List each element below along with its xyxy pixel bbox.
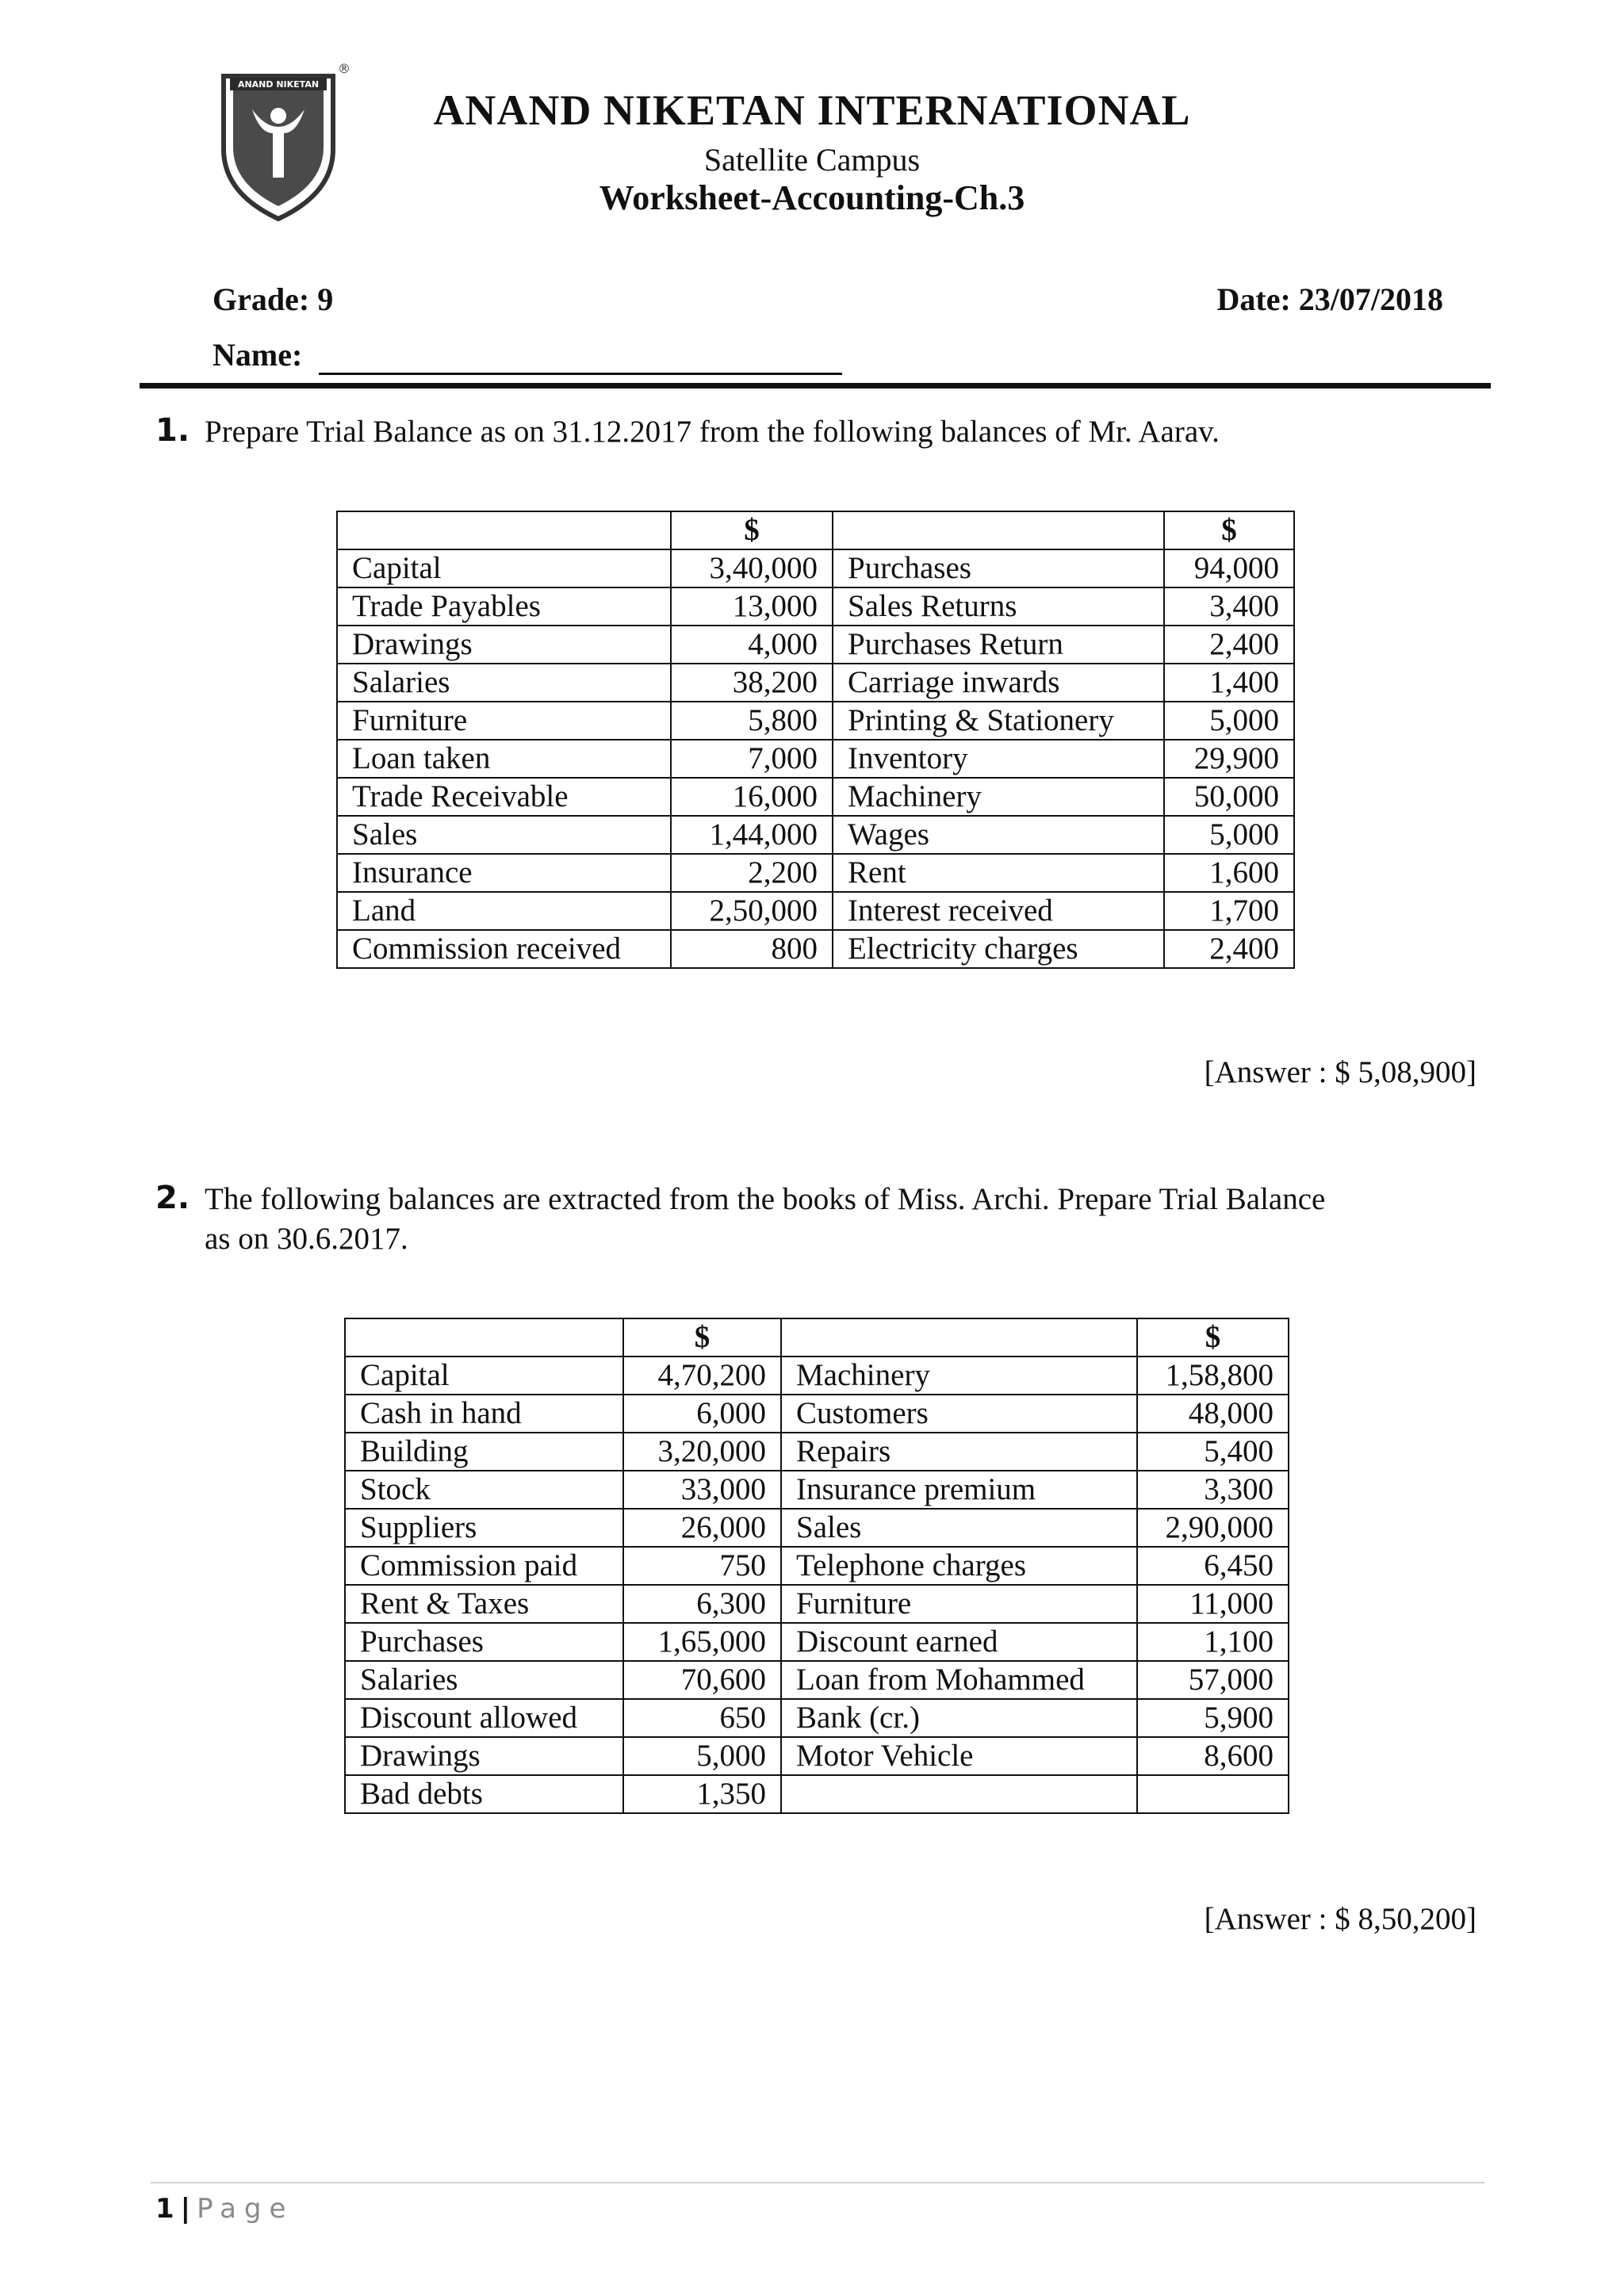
amount-left: 2,50,000 xyxy=(671,892,833,930)
date-label: Date: 23/07/2018 xyxy=(1216,281,1443,317)
header-cell xyxy=(781,1318,1137,1357)
amount-left: 5,800 xyxy=(671,702,833,740)
table-row xyxy=(337,702,1294,740)
amount-left: 26,000 xyxy=(623,1509,781,1547)
amount-right: 8,600 xyxy=(1137,1737,1289,1775)
account-name-right: Insurance premium xyxy=(781,1471,1137,1509)
amount-left: 13,000 xyxy=(671,587,833,626)
school-name: ANAND NIKETAN INTERNATIONAL xyxy=(433,86,1191,134)
table-row xyxy=(345,1623,1289,1661)
account-name-right: Customers xyxy=(781,1395,1137,1433)
account-name-left: Trade Receivable xyxy=(337,778,671,816)
account-name-right: Rent xyxy=(833,854,1164,892)
amount-left: 6,000 xyxy=(623,1395,781,1433)
question-1-rows xyxy=(337,549,1294,968)
amount-left: 33,000 xyxy=(623,1471,781,1509)
account-name-right: Loan from Mohammed xyxy=(781,1661,1137,1699)
amount-left: 5,000 xyxy=(623,1737,781,1775)
account-name-left: Discount allowed xyxy=(345,1699,623,1737)
table-row xyxy=(345,1775,1289,1813)
table-row xyxy=(337,854,1294,892)
table-row xyxy=(345,1547,1289,1585)
amount-right: 5,000 xyxy=(1164,702,1294,740)
account-name-left: Cash in hand xyxy=(345,1395,623,1433)
page-number: 1 xyxy=(155,2193,174,2225)
question-2-number: 2. xyxy=(155,1180,190,1216)
table-row xyxy=(337,892,1294,930)
amount-left: 750 xyxy=(623,1547,781,1585)
account-name-right: Machinery xyxy=(833,778,1164,816)
question-2-answer: [Answer : $ 8,50,200] xyxy=(1204,1902,1477,1936)
footer-divider xyxy=(151,2182,1484,2183)
account-name-left: Stock xyxy=(345,1471,623,1509)
amount-right: 29,900 xyxy=(1164,740,1294,778)
name-blank-line[interactable] xyxy=(319,373,842,375)
account-name-left: Drawings xyxy=(345,1737,623,1775)
currency-header: $ xyxy=(671,511,833,549)
table-header-row xyxy=(345,1318,1289,1357)
header-cell xyxy=(345,1318,623,1357)
account-name-left: Suppliers xyxy=(345,1509,623,1547)
amount-left: 4,000 xyxy=(671,626,833,664)
amount-left: 1,350 xyxy=(623,1775,781,1813)
amount-right: 50,000 xyxy=(1164,778,1294,816)
amount-right: 2,400 xyxy=(1164,626,1294,664)
currency-header: $ xyxy=(1164,511,1294,549)
account-name-right: Carriage inwards xyxy=(833,664,1164,702)
amount-right: 1,100 xyxy=(1137,1623,1289,1661)
question-1-answer: [Answer : $ 5,08,900] xyxy=(1204,1055,1477,1089)
header-cell xyxy=(337,511,671,549)
question-2-rows xyxy=(345,1357,1289,1813)
account-name-left: Salaries xyxy=(337,664,671,702)
amount-left: 2,200 xyxy=(671,854,833,892)
account-name-right: Interest received xyxy=(833,892,1164,930)
amount-right: 5,900 xyxy=(1137,1699,1289,1737)
amount-right: 57,000 xyxy=(1137,1661,1289,1699)
table-row xyxy=(337,816,1294,854)
account-name-right: Bank (cr.) xyxy=(781,1699,1137,1737)
table-row xyxy=(337,930,1294,968)
table-row xyxy=(345,1471,1289,1509)
amount-right: 5,000 xyxy=(1164,816,1294,854)
account-name-left: Capital xyxy=(337,549,671,587)
amount-right: 1,400 xyxy=(1164,664,1294,702)
footer-separator: | xyxy=(180,2193,191,2225)
question-1-balances-table xyxy=(336,511,1295,969)
question-2-text-line-2: as on 30.6.2017. xyxy=(205,1222,408,1256)
account-name-left: Commission received xyxy=(337,930,671,968)
account-name-left: Land xyxy=(337,892,671,930)
amount-right: 94,000 xyxy=(1164,549,1294,587)
account-name-left: Building xyxy=(345,1433,623,1471)
account-name-left: Rent & Taxes xyxy=(345,1585,623,1623)
amount-left: 800 xyxy=(671,930,833,968)
account-name-right: Sales xyxy=(781,1509,1137,1547)
amount-right xyxy=(1137,1775,1289,1813)
account-name-right: Machinery xyxy=(781,1357,1137,1395)
amount-left: 1,65,000 xyxy=(623,1623,781,1661)
amount-left: 6,300 xyxy=(623,1585,781,1623)
amount-right: 3,300 xyxy=(1137,1471,1289,1509)
account-name-left: Sales xyxy=(337,816,671,854)
account-name-left: Drawings xyxy=(337,626,671,664)
table-row xyxy=(345,1737,1289,1775)
table-row xyxy=(337,549,1294,587)
account-name-left: Furniture xyxy=(337,702,671,740)
amount-right: 3,400 xyxy=(1164,587,1294,626)
amount-right: 11,000 xyxy=(1137,1585,1289,1623)
account-name-right xyxy=(781,1775,1137,1813)
account-name-right: Discount earned xyxy=(781,1623,1137,1661)
account-name-right: Purchases xyxy=(833,549,1164,587)
amount-right: 2,400 xyxy=(1164,930,1294,968)
amount-right: 1,58,800 xyxy=(1137,1357,1289,1395)
account-name-right: Electricity charges xyxy=(833,930,1164,968)
table-row xyxy=(337,587,1294,626)
account-name-left: Trade Payables xyxy=(337,587,671,626)
amount-right: 2,90,000 xyxy=(1137,1509,1289,1547)
table-header-row xyxy=(337,511,1294,549)
amount-left: 7,000 xyxy=(671,740,833,778)
question-2-balances-table xyxy=(344,1318,1289,1814)
account-name-left: Purchases xyxy=(345,1623,623,1661)
table-row xyxy=(345,1509,1289,1547)
account-name-right: Sales Returns xyxy=(833,587,1164,626)
table-row xyxy=(345,1699,1289,1737)
account-name-right: Purchases Return xyxy=(833,626,1164,664)
table-row xyxy=(345,1585,1289,1623)
table-row xyxy=(345,1433,1289,1471)
account-name-left: Capital xyxy=(345,1357,623,1395)
page-footer xyxy=(155,2193,293,2225)
grade-label: Grade: 9 xyxy=(213,281,334,317)
table-row xyxy=(337,664,1294,702)
svg-text:ANAND NIKETAN: ANAND NIKETAN xyxy=(237,79,320,90)
question-1-number: 1. xyxy=(155,412,190,449)
account-name-left: Commission paid xyxy=(345,1547,623,1585)
header-cell xyxy=(833,511,1164,549)
table-row xyxy=(345,1395,1289,1433)
account-name-left: Insurance xyxy=(337,854,671,892)
amount-left: 3,40,000 xyxy=(671,549,833,587)
amount-right: 1,700 xyxy=(1164,892,1294,930)
campus-name: Satellite Campus xyxy=(703,142,921,178)
account-name-left: Loan taken xyxy=(337,740,671,778)
page-word: Page xyxy=(197,2193,294,2225)
account-name-right: Repairs xyxy=(781,1433,1137,1471)
table-row xyxy=(337,626,1294,664)
table-row xyxy=(337,778,1294,816)
name-label: Name: xyxy=(213,337,303,373)
account-name-right: Inventory xyxy=(833,740,1164,778)
amount-left: 650 xyxy=(623,1699,781,1737)
amount-right: 5,400 xyxy=(1137,1433,1289,1471)
currency-header: $ xyxy=(1137,1318,1289,1357)
account-name-right: Motor Vehicle xyxy=(781,1737,1137,1775)
amount-left: 38,200 xyxy=(671,664,833,702)
currency-header: $ xyxy=(623,1318,781,1357)
account-name-left: Salaries xyxy=(345,1661,623,1699)
account-name-left: Bad debts xyxy=(345,1775,623,1813)
table-row xyxy=(337,740,1294,778)
amount-right: 6,450 xyxy=(1137,1547,1289,1585)
amount-right: 48,000 xyxy=(1137,1395,1289,1433)
worksheet-title: Worksheet-Accounting-Ch.3 xyxy=(599,178,1025,217)
amount-left: 3,20,000 xyxy=(623,1433,781,1471)
header-divider xyxy=(140,383,1491,388)
account-name-right: Furniture xyxy=(781,1585,1137,1623)
account-name-right: Wages xyxy=(833,816,1164,854)
question-1-text: Prepare Trial Balance as on 31.12.2017 from the following balances of Mr. Aarav. xyxy=(205,415,1220,449)
account-name-right: Printing & Stationery xyxy=(833,702,1164,740)
amount-left: 4,70,200 xyxy=(623,1357,781,1395)
amount-left: 70,600 xyxy=(623,1661,781,1699)
question-2-text-line-1: The following balances are extracted from the books of Miss. Archi. Prepare Trial Balance xyxy=(205,1182,1326,1216)
svg-text:®: ® xyxy=(338,61,350,76)
account-name-right: Telephone charges xyxy=(781,1547,1137,1585)
amount-left: 16,000 xyxy=(671,778,833,816)
amount-right: 1,600 xyxy=(1164,854,1294,892)
table-row xyxy=(345,1661,1289,1699)
table-row xyxy=(345,1357,1289,1395)
amount-left: 1,44,000 xyxy=(671,816,833,854)
